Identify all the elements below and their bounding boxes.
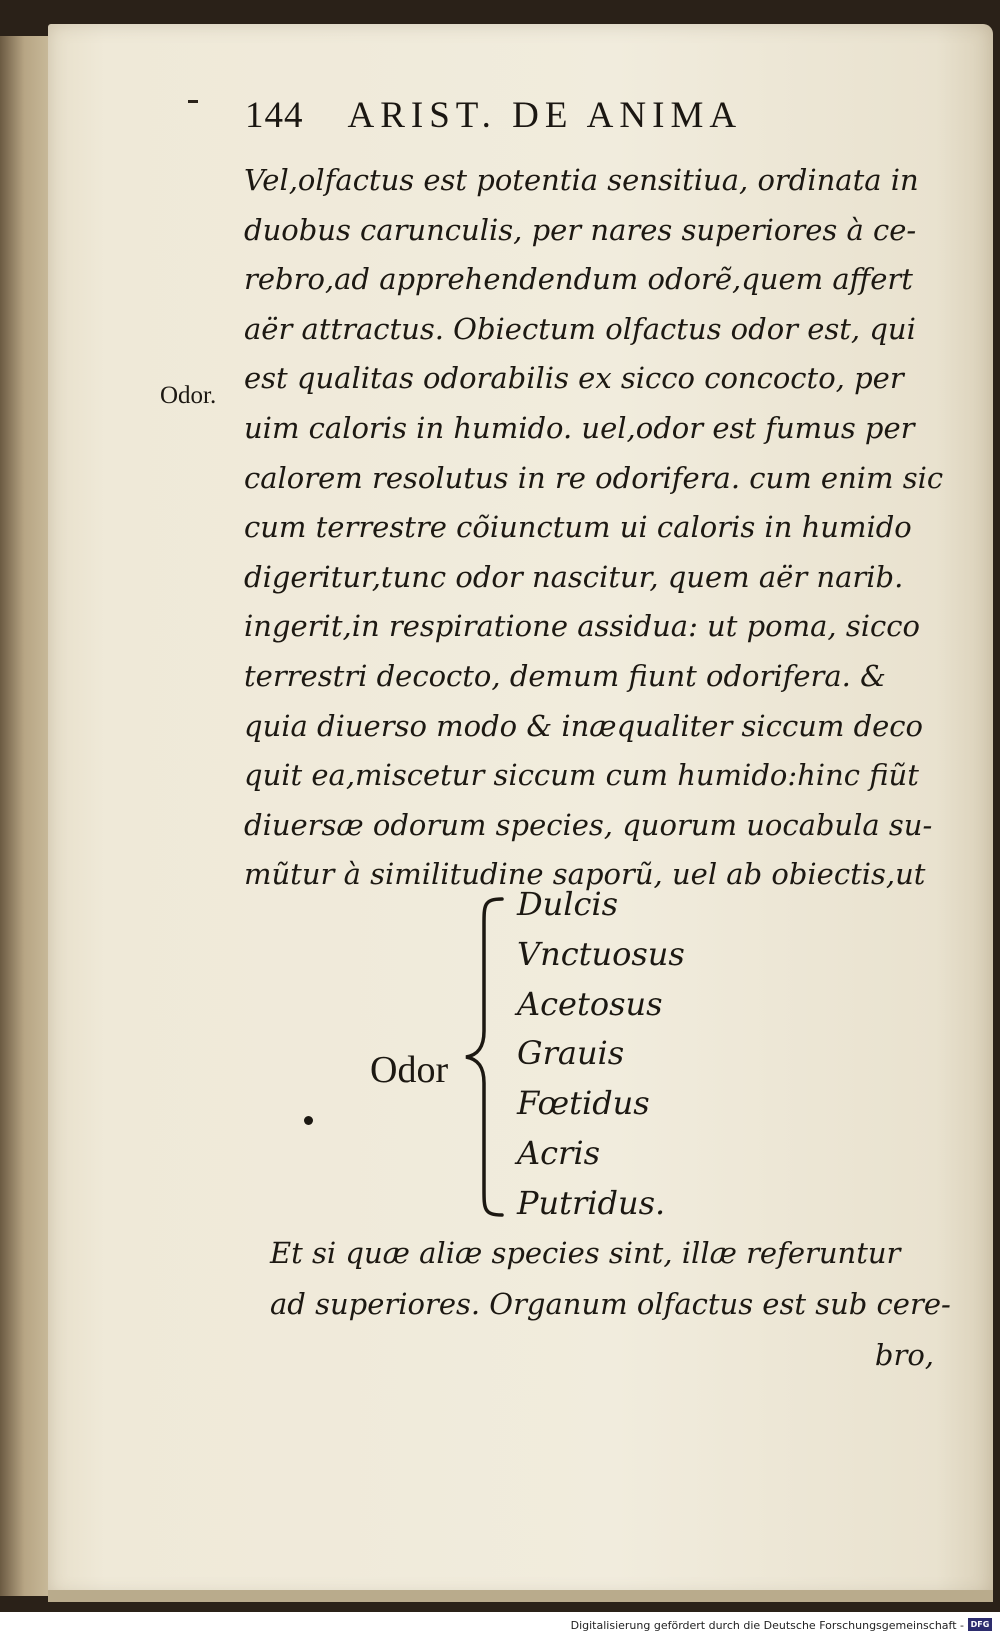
- curly-brace-icon: [462, 895, 508, 1219]
- body-text: [244, 156, 944, 900]
- list-item: Vnctuosus: [517, 934, 685, 973]
- text-line: calorem resolutus in re odorifera. cum enim sic: [244, 460, 944, 495]
- page-bottom-edge: [48, 1590, 993, 1602]
- text-line: terrestri decocto, demum fiunt odorifera. &: [244, 658, 886, 693]
- list-item: Putridus.: [517, 1183, 666, 1222]
- text-line: quit ea,miscetur siccum cum humido:hinc fiũt: [244, 758, 919, 793]
- text-line: ad superiores. Organum olfactus est sub cere-: [270, 1287, 951, 1321]
- text-line: digeritur,tunc odor nascitur, quem aër narib.: [244, 559, 904, 594]
- text-line: quia diuerso modo & inæqualiter siccum deco: [244, 708, 924, 743]
- list-item: Acetosus: [517, 984, 663, 1023]
- text-line: uim caloris in humido. uel,odor est fumus per: [244, 410, 915, 445]
- text-line: cum terrestre cõiunctum ui caloris in humido: [244, 510, 912, 545]
- text-line: Vel,olfactus est potentia sensitiua, ordinata in: [244, 163, 919, 197]
- text-line: mũtur à similitudine saporũ, uel ab obiectis,ut: [244, 857, 926, 892]
- odor-species-list: [517, 880, 685, 1229]
- list-item: Dulcis: [517, 885, 619, 923]
- ink-dot: [304, 1116, 313, 1125]
- text-line: est qualitas odorabilis ex sicco concocto, per: [244, 361, 904, 396]
- closing-text: [270, 1228, 951, 1381]
- list-item: Fœtidus: [517, 1084, 650, 1123]
- text-line: ingerit,in respiratione assidua: ut poma, sicco: [244, 609, 920, 644]
- list-item: Grauis: [517, 1034, 625, 1073]
- catchword: bro,: [874, 1338, 934, 1372]
- page-number: 144: [245, 95, 304, 136]
- text-line: Et si quæ aliæ species sint, illæ referuntur: [270, 1236, 901, 1270]
- footer-credit: Digitalisierung gefördert durch die Deutsche Forschungsgemeinschaft -: [570, 1619, 964, 1632]
- text-line: rebro,ad apprehendendum odorẽ,quem affert: [244, 262, 913, 297]
- list-item: Acris: [517, 1133, 600, 1172]
- text-line: aër attractus. Obiectum olfactus odor est, qui: [244, 311, 916, 346]
- margin-note: Odor.: [160, 382, 217, 409]
- text-line: diuersæ odorum species, quorum uocabula su-: [244, 807, 933, 842]
- diagram-label: Odor: [370, 1049, 449, 1091]
- margin-dash: [188, 100, 198, 103]
- dfg-logo-icon: DFG: [968, 1618, 992, 1631]
- digitization-footer: [0, 1612, 1000, 1638]
- text-line: duobus carunculis, per nares superiores à ce-: [244, 212, 917, 247]
- running-title: ARIST. DE ANIMA: [347, 95, 743, 136]
- book-edge: [0, 36, 54, 1596]
- running-header: [245, 94, 885, 138]
